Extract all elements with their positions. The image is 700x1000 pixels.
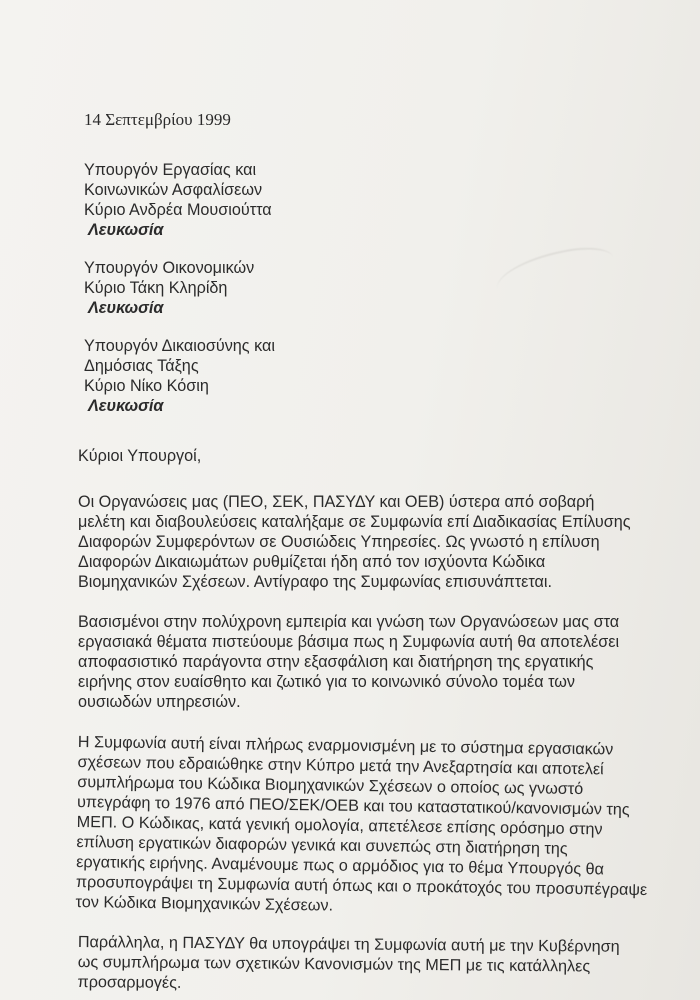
- recipient-line: Δημόσιας Τάξης: [84, 357, 199, 375]
- recipient-line: Κοινωνικών Ασφαλίσεων: [84, 181, 263, 199]
- paragraph-line: προσυπογράψει τη Συμφωνία αυτή όπως και ο προκάτοχός του προσυπέγραψε: [75, 872, 648, 899]
- paragraph-line: ειρήνης στον ευαίσθητο και ζωτικό για το κοινωνικό σύνολο τομέα των: [78, 673, 576, 691]
- paragraph-line: αποφασιστικό παράγοντα στην εξασφάλιση και διατήρηση της εργατικής: [78, 653, 594, 671]
- paragraph-line: Παράλληλα, η ΠΑΣΥΔΥ θα υπογράψει τη Συμφωνία αυτή με την Κυβέρνηση: [77, 932, 620, 956]
- paragraph-line: Βασισμένοι στην πολύχρονη εμπειρία και γνώση των Οργανώσεων μας στα: [78, 613, 620, 631]
- body-paragraph: [78, 612, 638, 712]
- recipient-line: Υπουργόν Εργασίας και: [84, 161, 257, 179]
- paragraph-line: Οι Οργανώσεις μας (ΠΕΟ, ΣΕΚ, ΠΑΣΥΔΥ και ΟΕΒ) ύστερα από σοβαρή: [78, 493, 595, 511]
- paragraph-line: Διαφορών Δικαιωμάτων ρυθμίζεται ήδη από τον ισχύοντα Κώδικα: [78, 553, 546, 571]
- recipient-line: Κύριο Ανδρέα Μουσιούττα: [84, 201, 272, 219]
- paragraph-line: τον Κώδικα Βιομηχανικών Σχέσεων.: [75, 892, 334, 915]
- paragraph-line: υπεγράφη το 1976 από ΠΕΟ/ΣΕΚ/ΟΕΒ και του καταστατικού/κανονισμών της: [76, 792, 630, 819]
- recipient-line: Κύριο Νίκο Κόσιη: [84, 377, 209, 395]
- recipient-line: Υπουργόν Οικονομικών: [84, 259, 255, 277]
- paragraph-line: ΜΕΠ. Ο Κώδικας, κατά γενική ομολογία, απετέλεσε επίσης ορόσημο στην: [76, 812, 603, 839]
- body-paragraph: [78, 492, 638, 592]
- letter-body: [75, 110, 648, 1000]
- recipient-line: Κύριο Τάκη Κληρίδη: [84, 279, 228, 297]
- paragraph-line: ουσιωδών υπηρεσιών.: [78, 693, 241, 711]
- recipient-line: Υπουργόν Δικαιοσύνης και: [84, 337, 275, 355]
- recipient-city: Λευκωσία: [88, 299, 164, 317]
- recipient-city: Λευκωσία: [88, 397, 164, 415]
- recipient-block: [84, 336, 638, 416]
- recipient-block: [84, 258, 638, 318]
- recipient-city: Λευκωσία: [88, 221, 164, 239]
- paragraph-line: εργατικής ειρήνης. Αναμένουμε πως ο αρμόδιος για το θέμα Υπουργός θα: [76, 852, 605, 879]
- paragraph-line: επίλυση εργατικών διαφορών γενικά και συνεπώς στη διατήρηση της: [76, 832, 568, 858]
- body-paragraph: [75, 732, 648, 920]
- paragraph-line: Διαφορών Συμφερόντων σε Ουσιώδεις Υπηρεσίες. Ως γνωστό η επίλυση: [78, 533, 600, 551]
- paragraph-line: προσαρμογές.: [77, 972, 182, 992]
- paragraph-line: εργασιακά θέματα πιστεύουμε βάσιμα πως η Συμφωνία αυτή θα αποτελέσει: [78, 633, 620, 651]
- body-paragraph: [77, 932, 638, 997]
- salutation: Κύριοι Υπουργοί,: [78, 447, 202, 465]
- paragraph-line: ως συμπλήρωμα των σχετικών Κανονισμών της ΜΕΠ με τις κατάλληλες: [77, 952, 591, 976]
- recipient-block: [84, 160, 638, 240]
- paragraph-line: Βιομηχανικών Σχέσεων. Αντίγραφο της Συμφωνίας επισυνάπτεται.: [78, 573, 553, 591]
- paragraph-line: σχέσεων που εδραιώθηκε στην Κύπρο μετά την Ανεξαρτησία και αποτελεί: [77, 752, 604, 779]
- letter-date: 14 Σεπτεμβρίου 1999: [84, 110, 231, 129]
- paragraph-line: συμπλήρωμα του Κώδικα Βιομηχανικών Σχέσεων ο οποίος ως γνωστό: [77, 772, 584, 799]
- paragraph-line: Η Συμφωνία αυτή είναι πλήρως εναρμονισμένη με το σύστημα εργασιακών: [77, 732, 614, 759]
- paragraph-line: μελέτη και διαβουλεύσεις καταλήξαμε σε Συμφωνία επί Διαδικασίας Επίλυσης: [78, 513, 631, 531]
